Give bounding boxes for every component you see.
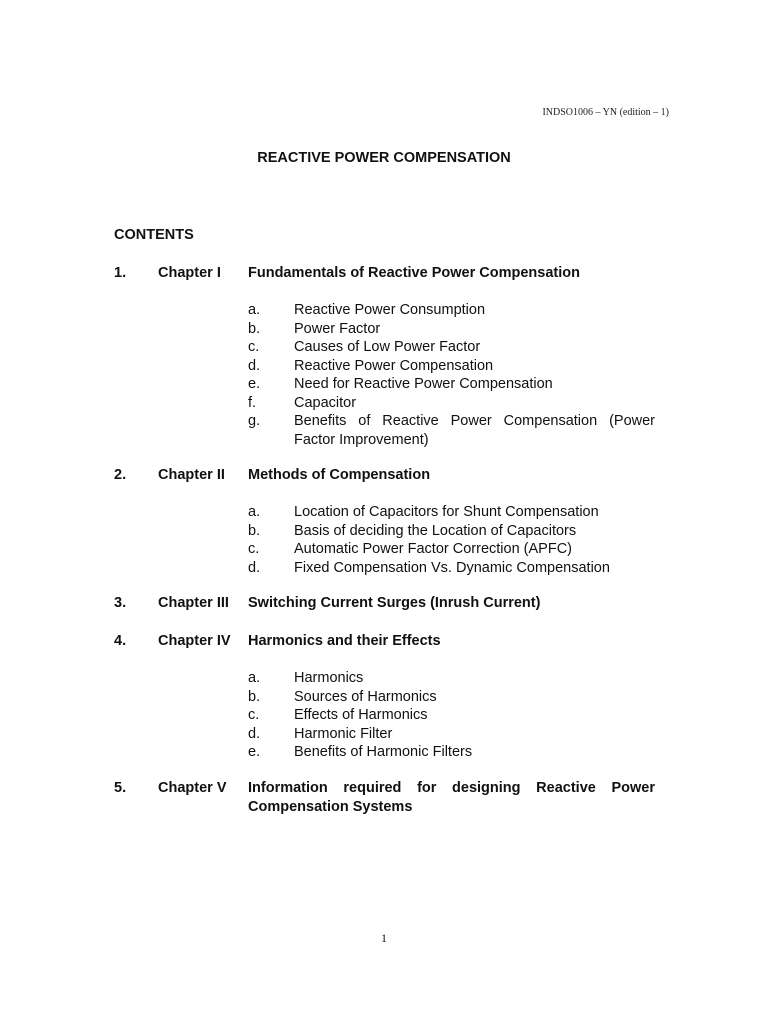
item-letter: e.: [248, 744, 261, 760]
chapter-heading: [0, 594, 768, 614]
item-text: Effects of Harmonics: [294, 707, 428, 723]
item-text: Harmonic Filter: [294, 725, 393, 742]
chapter-item-list: [0, 503, 768, 577]
list-item: [0, 688, 768, 707]
item-letter: e.: [248, 376, 261, 392]
list-item: [0, 743, 768, 762]
chapter-heading: [0, 779, 768, 815]
chapter-title: Fundamentals of Reactive Power Compensation: [248, 265, 580, 281]
item-letter: f.: [248, 394, 257, 411]
list-item: [0, 540, 768, 559]
list-item: [0, 559, 768, 578]
list-item: [0, 503, 768, 522]
list-item: [0, 375, 768, 394]
chapter-label: Chapter IV: [158, 633, 231, 649]
list-item: [0, 706, 768, 725]
item-letter: d.: [248, 559, 261, 576]
item-text: Automatic Power Factor Correction (APFC): [294, 541, 572, 557]
document-reference: INDSO1006 – YN (edition – 1): [542, 107, 669, 118]
chapter-number: 2.: [114, 467, 127, 483]
chapter-number: 5.: [114, 780, 127, 796]
list-item: [0, 357, 768, 376]
item-letter: b.: [248, 320, 261, 337]
item-letter: c.: [248, 707, 260, 723]
chapter-item-list: [0, 669, 768, 762]
list-item: [0, 522, 768, 541]
item-letter: a.: [248, 670, 261, 686]
chapter-heading: [0, 264, 768, 284]
item-text: Sources of Harmonics: [294, 688, 437, 705]
page-number: 1: [381, 931, 387, 945]
chapter-label: Chapter V: [158, 780, 227, 796]
page-title: REACTIVE POWER COMPENSATION: [257, 150, 511, 166]
chapter-label: Chapter II: [158, 467, 225, 483]
item-text: Power Factor: [294, 320, 381, 337]
list-item: [0, 412, 768, 449]
chapter-4: [0, 632, 768, 762]
item-letter: d.: [248, 357, 261, 374]
item-text: Capacitor: [294, 394, 357, 411]
item-letter: a.: [248, 302, 261, 318]
chapter-label: Chapter I: [158, 265, 221, 281]
item-text: Causes of Low Power Factor: [294, 339, 481, 355]
chapter-title: Switching Current Surges (Inrush Current): [248, 595, 541, 611]
item-text: Fixed Compensation Vs. Dynamic Compensation: [294, 559, 610, 576]
chapter-number: 3.: [114, 595, 127, 611]
chapter-title: Information required for designing Reactive Power Compensation Systems: [248, 780, 655, 815]
chapter-heading: [0, 632, 768, 652]
chapter-number: 1.: [114, 265, 127, 281]
chapter-title: Methods of Compensation: [248, 467, 431, 483]
chapter-heading: [0, 466, 768, 486]
list-item: [0, 301, 768, 320]
chapter-number: 4.: [114, 633, 127, 649]
contents-heading: CONTENTS: [114, 227, 194, 243]
item-letter: c.: [248, 339, 260, 355]
chapter-title: Harmonics and their Effects: [248, 633, 441, 649]
item-text: Reactive Power Compensation: [294, 357, 494, 374]
item-text: Benefits of Reactive Power Compensation (Power Factor Improvement): [294, 413, 655, 448]
list-item: [0, 338, 768, 357]
chapter-1: [0, 264, 768, 449]
item-letter: a.: [248, 504, 261, 520]
chapter-2: [0, 466, 768, 577]
item-text: Reactive Power Consumption: [294, 302, 486, 318]
list-item: [0, 394, 768, 413]
item-letter: g.: [248, 413, 261, 429]
chapter-5: [0, 779, 768, 815]
chapter-item-list: [0, 301, 768, 449]
item-letter: b.: [248, 522, 261, 539]
list-item: [0, 320, 768, 339]
item-letter: c.: [248, 541, 260, 557]
item-letter: d.: [248, 725, 261, 742]
list-item: [0, 725, 768, 744]
list-item: [0, 669, 768, 688]
item-text: Benefits of Harmonic Filters: [294, 744, 473, 760]
item-letter: b.: [248, 688, 261, 705]
item-text: Need for Reactive Power Compensation: [294, 376, 553, 392]
item-text: Basis of deciding the Location of Capacitors: [294, 522, 577, 539]
chapter-3: [0, 594, 768, 614]
item-text: Harmonics: [294, 670, 364, 686]
item-text: Location of Capacitors for Shunt Compensation: [294, 504, 599, 520]
chapter-label: Chapter III: [158, 595, 229, 611]
